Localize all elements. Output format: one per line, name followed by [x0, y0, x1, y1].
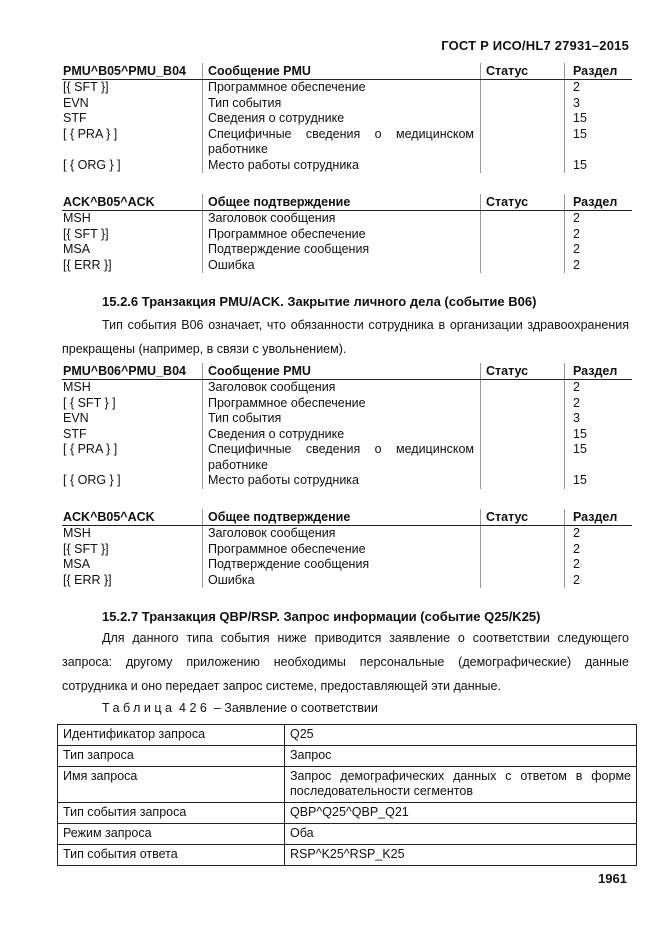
table-row: [62, 396, 632, 412]
description-cell: Заголовок сообщения: [203, 380, 481, 396]
property-cell: Тип события ответа: [58, 845, 285, 866]
description-cell: Сведения о сотруднике: [203, 427, 481, 443]
segment-table-ack-b05-2: [62, 509, 632, 588]
caption-word: Таблица: [102, 701, 176, 715]
table-row: [62, 542, 632, 558]
paragraph-text: Для данного типа события ниже приводится заявление о соответствии следующего запроса: другому приложению необходимы персональные (демографические) данные сотрудника и оно передает запрос системе, предоставляющей эти данные.: [62, 631, 629, 693]
table-row: [62, 380, 632, 396]
table-row: [62, 211, 632, 227]
table-row: [62, 111, 632, 127]
status-cell: [481, 211, 565, 227]
property-cell: Режим запроса: [58, 824, 285, 845]
description-cell: Тип события: [203, 96, 481, 112]
segment-cell: [ { PRA } ]: [62, 127, 203, 158]
description-cell: Программное обеспечение: [203, 80, 481, 96]
table-header-row: [62, 363, 632, 380]
column-header-description: Сообщение PMU: [203, 63, 481, 79]
table-caption: [102, 701, 378, 715]
caption-dash: –: [213, 701, 221, 715]
property-cell: Имя запроса: [58, 767, 285, 803]
segment-cell: [{ SFT }]: [62, 542, 203, 558]
description-cell: Программное обеспечение: [203, 227, 481, 243]
description-cell: Тип события: [203, 411, 481, 427]
segment-cell: MSH: [62, 380, 203, 396]
page-number: 1961: [598, 871, 627, 886]
section-cell: 15: [573, 111, 587, 125]
table-row: [62, 557, 632, 573]
table-header-row: [62, 509, 632, 526]
segment-cell: EVN: [62, 411, 203, 427]
segment-cell: [ { ORG } ]: [62, 473, 203, 489]
section-cell: 2: [573, 557, 580, 571]
section-cell: 2: [573, 226, 580, 241]
table-row: [58, 845, 637, 866]
segment-table-pmu-b05: [62, 63, 632, 173]
paragraph-text: Тип события B06 означает, что обязанности сотрудника в организации здравоохранения прекращены (например, в связи с увольнением).: [62, 318, 629, 356]
status-cell: [481, 242, 565, 258]
status-cell: [481, 396, 565, 412]
column-header-description: Общее подтверждение: [203, 509, 481, 525]
column-header-section: Раздел: [573, 364, 618, 378]
table-row: [62, 227, 632, 243]
section-heading-15-2-6: 15.2.6 Транзакция PMU/ACK. Закрытие личного дела (событие B06): [102, 294, 537, 309]
segment-cell: STF: [62, 427, 203, 443]
status-cell: [481, 557, 565, 573]
table-row: [58, 746, 637, 767]
section-cell: 3: [573, 411, 580, 425]
section-paragraph-15-2-7: [62, 626, 629, 698]
caption-title: Заявление о соответствии: [224, 701, 378, 715]
value-cell: QBP^Q25^QBP_Q21: [285, 803, 637, 824]
table-row: [62, 411, 632, 427]
segment-cell: EVN: [62, 96, 203, 112]
section-cell: 15: [573, 126, 587, 141]
segment-cell: [ { ORG } ]: [62, 158, 203, 174]
section-cell: 15: [573, 473, 587, 487]
segment-cell: [{ SFT }]: [62, 227, 203, 243]
section-cell: 2: [573, 541, 580, 556]
status-cell: [481, 411, 565, 427]
status-cell: [481, 380, 565, 396]
status-cell: [481, 526, 565, 542]
section-cell: 2: [573, 211, 580, 225]
segment-table-ack-b05: [62, 194, 632, 273]
status-cell: [481, 158, 565, 174]
value-cell: Q25: [285, 725, 637, 746]
segment-cell: MSH: [62, 526, 203, 542]
column-header-status: Статус: [481, 194, 565, 210]
description-cell: Ошибка: [203, 573, 481, 589]
table-header-row: [62, 63, 632, 80]
status-cell: [481, 127, 565, 158]
column-header-segment: ACK^B05^ACK: [62, 509, 203, 525]
status-cell: [481, 96, 565, 112]
description-cell: Ошибка: [203, 258, 481, 274]
value-cell: Оба: [285, 824, 637, 845]
segment-cell: STF: [62, 111, 203, 127]
section-cell: 2: [573, 572, 580, 587]
description-cell: Место работы сотрудника: [203, 158, 481, 174]
table-row: [58, 824, 637, 845]
caption-number: 426: [179, 701, 211, 715]
column-header-segment: ACK^B05^ACK: [62, 194, 203, 210]
value-cell: RSP^K25^RSP_K25: [285, 845, 637, 866]
value-cell: Запрос демографических данных с ответом в форме последовательности сегментов: [285, 767, 637, 803]
segment-cell: [ { SFT } ]: [62, 396, 203, 412]
table-row: [62, 258, 632, 274]
description-cell: Заголовок сообщения: [203, 211, 481, 227]
section-heading-15-2-7: 15.2.7 Транзакция QBP/RSP. Запрос информации (событие Q25/K25): [102, 609, 541, 624]
segment-cell: [ { PRA } ]: [62, 442, 203, 473]
table-row: [58, 767, 637, 803]
status-cell: [481, 227, 565, 243]
column-header-section: Раздел: [573, 195, 618, 209]
section-cell: 2: [573, 80, 580, 94]
status-cell: [481, 111, 565, 127]
segment-table-pmu-b06: [62, 363, 632, 489]
table-row: [62, 242, 632, 258]
description-cell: Сведения о сотруднике: [203, 111, 481, 127]
description-cell: Программное обеспечение: [203, 542, 481, 558]
column-header-description: Общее подтверждение: [203, 194, 481, 210]
status-cell: [481, 80, 565, 96]
segment-cell: [{ SFT }]: [62, 80, 203, 96]
segment-cell: MSA: [62, 557, 203, 573]
column-header-description: Сообщение PMU: [203, 363, 481, 379]
column-header-segment: PMU^B05^PMU_B04: [62, 63, 203, 79]
document-header: ГОСТ Р ИСО/HL7 27931–2015: [441, 38, 629, 53]
column-header-section: Раздел: [573, 510, 618, 524]
section-cell: 15: [573, 442, 587, 456]
section-cell: 15: [573, 426, 587, 441]
status-cell: [481, 427, 565, 443]
section-paragraph-15-2-6: [62, 313, 629, 361]
table-row: [62, 473, 632, 489]
column-header-segment: PMU^B06^PMU_B04: [62, 363, 203, 379]
status-cell: [481, 258, 565, 274]
status-cell: [481, 542, 565, 558]
description-cell: Программное обеспечение: [203, 396, 481, 412]
column-header-section: Раздел: [573, 64, 618, 78]
table-row: [62, 442, 632, 473]
status-cell: [481, 473, 565, 489]
table-row: [58, 803, 637, 824]
segment-cell: MSH: [62, 211, 203, 227]
description-cell: Место работы сотрудника: [203, 473, 481, 489]
section-cell: 15: [573, 157, 587, 172]
conformance-statement-table: [57, 724, 637, 866]
section-cell: 2: [573, 242, 580, 256]
section-cell: 3: [573, 95, 580, 110]
column-header-status: Статус: [481, 509, 565, 525]
description-cell: Подтверждение сообщения: [203, 242, 481, 258]
column-header-status: Статус: [481, 363, 565, 379]
section-cell: 2: [573, 395, 580, 410]
table-row: [58, 725, 637, 746]
segment-cell: [{ ERR }]: [62, 258, 203, 274]
property-cell: Идентификатор запроса: [58, 725, 285, 746]
description-cell: Специфичные сведения о медицинском работнике: [203, 127, 481, 158]
value-cell: Запрос: [285, 746, 637, 767]
table-row: [62, 158, 632, 174]
table-row: [62, 573, 632, 589]
segment-cell: [{ ERR }]: [62, 573, 203, 589]
status-cell: [481, 573, 565, 589]
segment-cell: MSA: [62, 242, 203, 258]
status-cell: [481, 442, 565, 473]
section-cell: 2: [573, 257, 580, 272]
column-header-status: Статус: [481, 63, 565, 79]
description-cell: Специфичные сведения о медицинском работнике: [203, 442, 481, 473]
section-cell: 2: [573, 380, 580, 394]
table-row: [62, 526, 632, 542]
description-cell: Заголовок сообщения: [203, 526, 481, 542]
table-row: [62, 127, 632, 158]
table-row: [62, 427, 632, 443]
property-cell: Тип события запроса: [58, 803, 285, 824]
table-header-row: [62, 194, 632, 211]
section-cell: 2: [573, 526, 580, 540]
table-row: [62, 96, 632, 112]
table-row: [62, 80, 632, 96]
description-cell: Подтверждение сообщения: [203, 557, 481, 573]
property-cell: Тип запроса: [58, 746, 285, 767]
